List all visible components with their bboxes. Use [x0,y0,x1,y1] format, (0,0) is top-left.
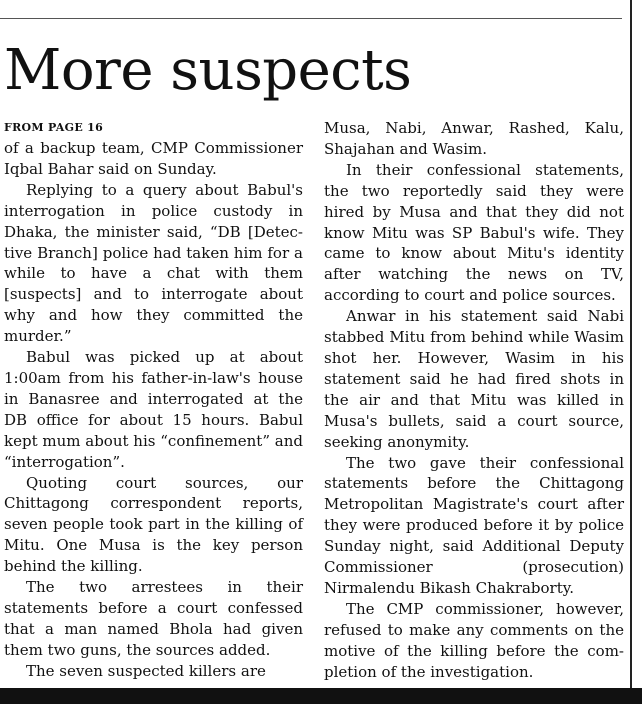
article-column-right [324,118,624,682]
paragraph: The two arrestees in their statements before a court confessed that a man named Bhola had given them two guns, the sources added. [4,578,303,659]
jump-kicker: FROM PAGE 16 [4,121,104,134]
paragraph: In their confessional statements, the two reportedly said they were hired by Musa and that they did not know Mitu was SP Babul's wife. They came to know about Mitu's identity after watching the news on TV, according to court and police sources. [324,160,624,305]
paragraph: The seven suspected killers are [26,661,266,680]
paragraph: Anwar in his statement said Nabi stabbed Mitu from behind while Wasim shot her. However, Wasim in his statement said he had fired shots in the air and that Mitu was killed in Musa's bullets, said a court source, seeking anonymity. [324,307,624,451]
paragraph: Replying to a query about Babul's interrogation in police custody in Dhaka, the minister said, “DB [Detec-tive Branch] police had taken him for a while to have a chat with them [suspects] and to interrogate about why and how they committed the murder.” [4,180,303,346]
bottom-border [0,688,642,704]
paragraph: Babul was picked up at about 1:00am from his father-in-law's house in Banasree and interrogated at the DB office for about 15 hours. Babul kept mum about his “confinement” and “interrogation”. [4,348,303,471]
paragraph: The CMP commissioner, however, refused to make any comments on the motive of the killing before the com-pletion of the investigation. [324,599,624,681]
article-column-left [4,118,303,682]
paragraph: Musa, Nabi, Anwar, Rashed, Kalu, Shajahan and Wasim. [324,119,624,158]
paragraph: The two gave their confessional statements before the Chittagong Metropolitan Magistrate's court after they were produced before it by police Sunday night, said Additional Deputy Commissioner (prosecution) Nirmalendu Bikash Chakraborty. [324,453,624,597]
column-edge-rule [630,0,632,690]
paragraph: Quoting court sources, our Chittagong correspondent reports, seven people took part in the killing of Mitu. One Musa is the key person behind the killing. [4,473,303,576]
headline: More suspects [4,38,412,103]
paragraph: of a backup team, CMP Commissioner Iqbal Bahar said on Sunday. [4,139,303,178]
top-rule [0,18,622,19]
